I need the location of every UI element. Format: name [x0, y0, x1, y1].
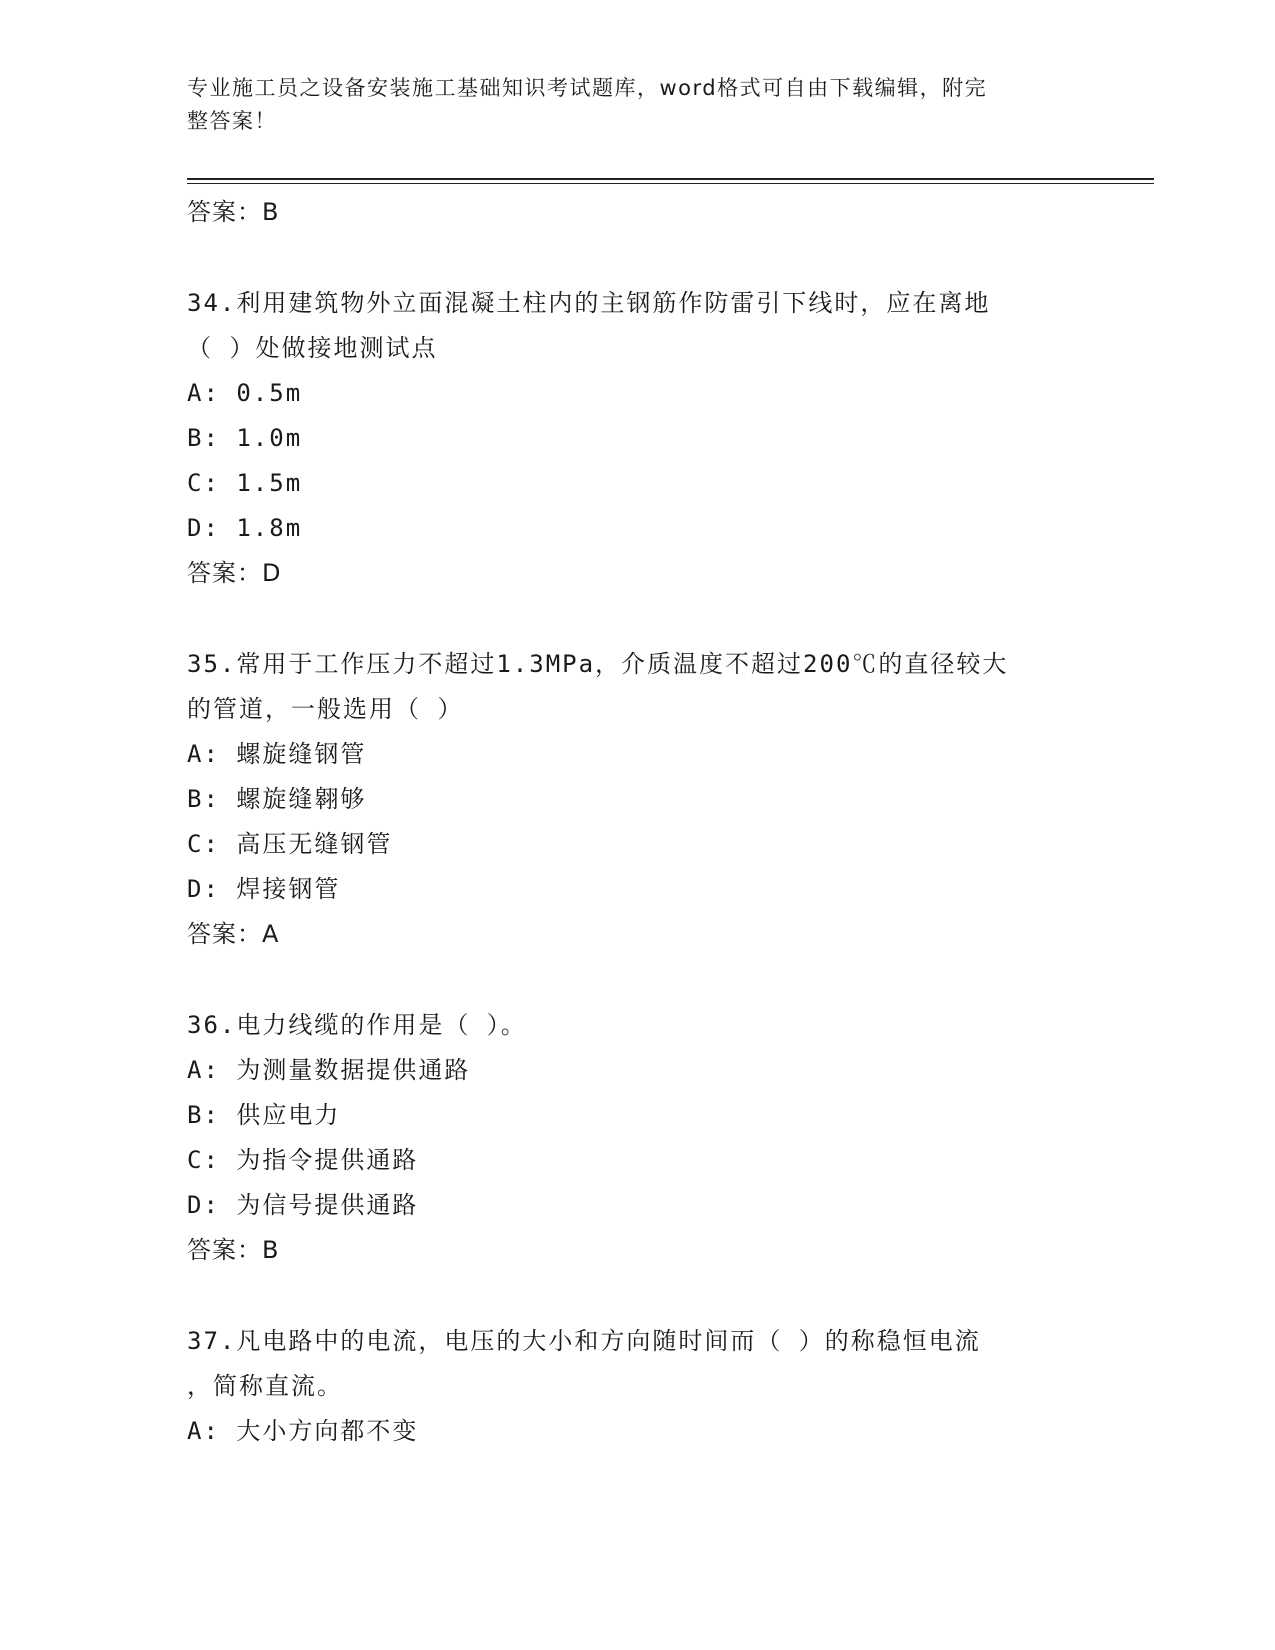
option-d: D: 1.8m	[187, 514, 303, 542]
question-37	[187, 1319, 1087, 1454]
question-34	[187, 281, 1087, 596]
document-header	[187, 72, 1077, 138]
spacer	[187, 957, 1087, 1003]
header-line-2: 整答案！	[187, 109, 277, 133]
header-divider-thick	[187, 178, 1154, 180]
question-36	[187, 1003, 1087, 1273]
option-d: D: 为信号提供通路	[187, 1191, 419, 1219]
option-c: C: 高压无缝钢管	[187, 830, 393, 858]
question-35	[187, 642, 1087, 957]
question-text-line: 37.凡电路中的电流，电压的大小和方向随时间而（ ）的称稳恒电流	[187, 1327, 981, 1355]
option-c: C: 为指令提供通路	[187, 1146, 419, 1174]
question-text-line: 36.电力线缆的作用是（ ）。	[187, 1011, 527, 1039]
option-a: A: 螺旋缝钢管	[187, 740, 367, 768]
previous-answer: 答案：B	[187, 198, 280, 226]
spacer	[187, 1273, 1087, 1319]
spacer	[187, 596, 1087, 642]
question-text-line: 的管道，一般选用（ ）	[187, 695, 464, 723]
option-a: A: 大小方向都不变	[187, 1417, 419, 1445]
question-text-line: 35.常用于工作压力不超过1.3MPa，介质温度不超过200℃的直径较大	[187, 650, 1009, 678]
question-text-line: ，简称直流。	[187, 1372, 343, 1400]
option-d: D: 焊接钢管	[187, 875, 341, 903]
answer: 答案：B	[187, 1236, 280, 1264]
option-b: B: 1.0m	[187, 424, 303, 452]
question-text-line: （ ）处做接地测试点	[187, 334, 438, 362]
question-list	[187, 190, 1087, 1454]
header-line-1: 专业施工员之设备安装施工基础知识考试题库，word格式可自由下载编辑，附完	[187, 76, 988, 100]
answer: 答案：D	[187, 559, 282, 587]
option-c: C: 1.5m	[187, 469, 303, 497]
option-b: B: 螺旋缝翱够	[187, 785, 367, 813]
question-text-line: 34.利用建筑物外立面混凝土柱内的主钢筋作防雷引下线时，应在离地	[187, 289, 991, 317]
option-b: B: 供应电力	[187, 1101, 341, 1129]
spacer	[187, 235, 1087, 281]
answer: 答案：A	[187, 920, 280, 948]
option-a: A: 为测量数据提供通路	[187, 1056, 471, 1084]
option-a: A: 0.5m	[187, 379, 303, 407]
header-divider-thin	[187, 183, 1154, 184]
